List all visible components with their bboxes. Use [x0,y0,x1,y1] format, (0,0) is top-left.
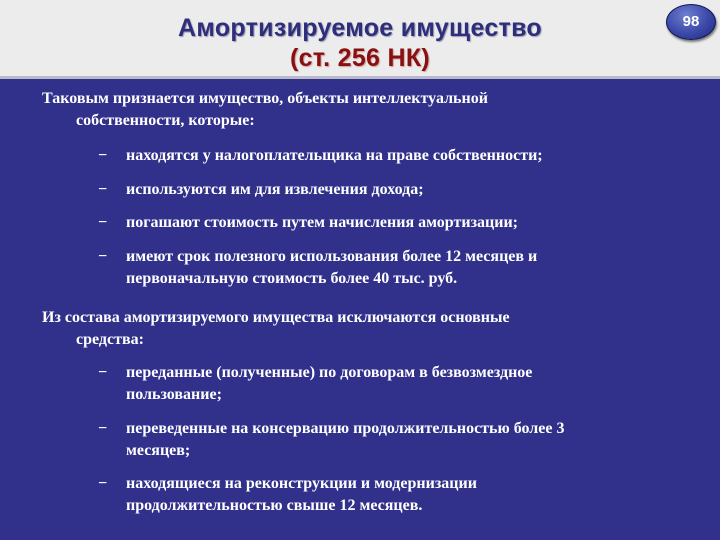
list-item [126,362,686,406]
list-item-text: пользование; [126,386,222,403]
bullet-dash: − [98,181,108,198]
section1-intro [42,88,702,132]
list-item [126,473,686,517]
list-item [126,145,686,167]
list-item-text: переданные (полученные) по договорам в безвозмездное [126,364,533,381]
header-divider [0,76,720,79]
section2-intro-line1: Из состава амортизируемого имущества исключаются основные [42,309,510,326]
list-item [126,246,686,290]
list-item-text: находящиеся на реконструкции и модернизации [126,475,477,492]
list-item-text: используются им для извлечения дохода; [126,181,424,198]
slide-subtitle: (ст. 256 НК) [289,44,431,72]
bullet-dash: − [98,214,108,231]
section2-intro-line2: средства: [76,331,144,348]
list-item [126,179,686,201]
bullet-dash: − [98,420,108,437]
list-item [126,418,686,462]
bullet-dash: − [98,364,108,381]
bullet-dash: − [98,475,108,492]
slide-title: Амортизируемое имущество [178,14,542,42]
bullet-dash: − [98,248,108,265]
list-item-text: месяцев; [126,442,191,459]
list-item-text: продолжительностью свыше 12 месяцев. [126,497,423,514]
page-number-badge: 98 [666,4,716,40]
list-item [126,212,686,234]
list-item-text: имеют срок полезного использования более 12 месяцев и [126,248,538,265]
list-item-text: первоначальную стоимость более 40 тыс. руб. [126,270,458,287]
section1-intro-line2: собственности, которые: [76,112,255,129]
list-item-text: находятся у налогоплательщика на праве собственности; [126,147,543,164]
bullet-dash: − [98,147,108,164]
section1-intro-line1: Таковым признается имущество, объекты интеллектуальной [42,90,488,107]
list-item-text: переведенные на консервацию продолжительностью более 3 [126,420,565,437]
section2-intro [42,307,702,351]
list-item-text: погашают стоимость путем начисления амортизации; [126,214,518,231]
